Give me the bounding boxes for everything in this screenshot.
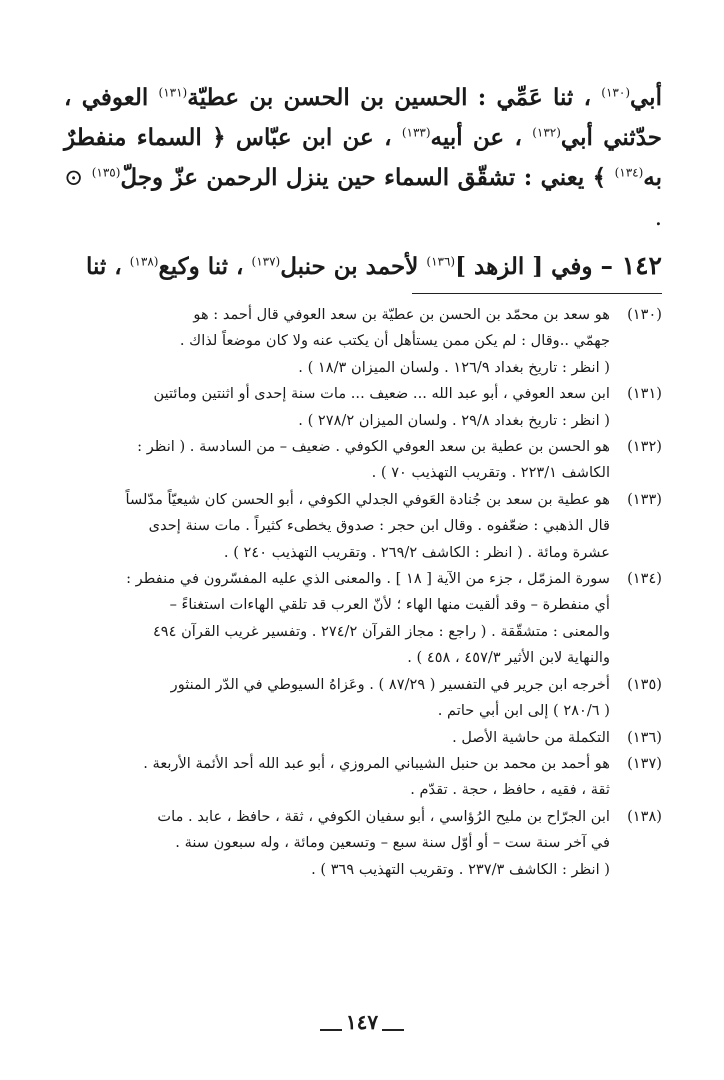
entry-142-paragraph xyxy=(64,246,662,287)
footnote-line: الكاشف ٢٢٣/١ . وتقريب التهذيب ٧٠ ) . xyxy=(371,464,610,482)
footnote-number: (١٣٤) xyxy=(627,570,662,588)
footnote-line: ابن الجرّاح بن مليح الرُؤاسي ، أبو سفيان الكوفي ، ثقة ، حافظ ، عابد . مات xyxy=(157,807,610,825)
footnote-line: هو عطية بن سعد بن جُنادة العَوفي الجدلي الكوفي ، أبو الحسن كان شيعيّاً مدّلساً xyxy=(125,490,610,508)
footnote-ref-130[interactable]: (١٣٠) xyxy=(601,85,631,100)
footnote-line: سورة المزمّل ، جزء من الآية [ ١٨ ] . والمعنى الذي عليه المفسّرون في منفطر : xyxy=(126,570,610,588)
footnote xyxy=(62,804,662,883)
footnote-divider xyxy=(412,293,662,294)
text-run: أبي xyxy=(630,84,662,111)
footnote xyxy=(62,725,662,751)
footnote-line: هو الحسن بن عطية بن سعد العوفي الكوفي . ضعيف – من السادسة . ( انظر : xyxy=(137,438,610,456)
footnote xyxy=(62,672,662,725)
footnote-number: (١٣٢) xyxy=(627,438,662,456)
text-run: ، ثنا وكيع xyxy=(158,253,244,280)
footnote-text xyxy=(62,434,610,487)
end-mark-icon: ⊙ . xyxy=(64,165,662,231)
footnote-line: في آخر سنة ست – أو أوّل سنة سبع – وتسعين ومائة ، وله سبعون سنة . xyxy=(175,834,610,852)
text-run: وفي [ الزهد ] xyxy=(455,253,593,280)
footnote-ref-137[interactable]: (١٣٧) xyxy=(251,254,281,269)
footnote xyxy=(62,302,662,381)
footnote-line: عشرة ومائة . ( انظر : الكاشف ٢٦٩/٢ . وتقريب التهذيب ٢٤٠ ) . xyxy=(223,543,610,561)
footnote xyxy=(62,487,662,566)
footnote-ref-131[interactable]: (١٣١) xyxy=(158,85,188,100)
footnote-text xyxy=(62,566,610,672)
footnote-line: ابن سعد العوفي ، أبو عبد الله ... ضعيف ... مات سنة إحدى أو اثنتين ومائتين xyxy=(153,385,610,403)
text-run: ، ثنا عَمِّي : الحسين بن الحسن بن عطيّة xyxy=(187,84,592,111)
text-run: ﴾ يعني : تشقّق السماء حين ينزل الرحمن عزّ وجلّ xyxy=(120,164,607,191)
footnote-text xyxy=(62,725,610,751)
text-run: لأحمد بن حنبل xyxy=(280,253,419,280)
dash-right xyxy=(382,1029,404,1031)
footnote xyxy=(62,434,662,487)
footnote-line: التكملة من حاشية الأصل . xyxy=(452,728,610,746)
page-number-text: ١٤٧ xyxy=(345,1010,379,1034)
footnote-number: (١٣٦) xyxy=(627,728,662,746)
footnotes xyxy=(62,302,662,883)
footnote-line: ثقة ، فقيه ، حافظ ، حجة . تقدّم . xyxy=(410,781,610,799)
footnote-number: (١٣٥) xyxy=(627,675,662,693)
footnote-line: قال الذهبي : ضعّفوه . وقال ابن حجر : صدوق يخطىء كثيراً . مات سنة إحدى xyxy=(148,517,610,535)
main-text xyxy=(64,78,662,287)
footnote-line: أي منفطرة – وقد ألقيت منها الهاء ؛ لأنّ العرب قد تلقي الهاءات استغناءً – xyxy=(169,596,610,614)
footnote-number: (١٣٧) xyxy=(627,754,662,772)
dash-left xyxy=(320,1029,342,1031)
hadith-paragraph xyxy=(64,78,662,238)
footnote-number: (١٣٠) xyxy=(627,306,662,323)
footnote-line: ( ٢٨٠/٦ ) إلى ابن أبي حاتم . xyxy=(437,702,610,720)
footnote-ref-133[interactable]: (١٣٣) xyxy=(401,125,431,140)
footnote xyxy=(62,566,662,672)
footnote-line: ( انظر : الكاشف ٢٣٧/٣ . وتقريب التهذيب ٣٦٩ ) . xyxy=(311,860,610,878)
footnote-line: هو سعد بن محمّد بن الحسن بن عطيّة بن سعد العوفي قال أحمد : هو xyxy=(193,306,610,323)
text-run: ، عن أبيه xyxy=(430,124,522,151)
footnote-text xyxy=(62,672,610,725)
footnote-number: (١٣٨) xyxy=(627,807,662,825)
footnote-ref-136[interactable]: (١٣٦) xyxy=(426,254,456,269)
text-run: ، ثنا xyxy=(85,253,122,280)
footnote-ref-138[interactable]: (١٣٨) xyxy=(129,254,159,269)
text-run: ، عن ابن عبّاس ﴿ السماء منفطرٌ به xyxy=(64,124,663,191)
text-run: العوفي ، حدّثني أبي xyxy=(64,84,662,151)
footnote-text xyxy=(62,381,610,434)
footnote-line: والنهاية لابن الأثير ٤٥٧/٣ ، ٤٥٨ ) . xyxy=(407,649,610,667)
footnote-line: ( انظر : تاريخ بغداد ٢٩/٨ . ولسان الميزان ٢٧٨/٢ ) . xyxy=(298,411,610,429)
footnote-text xyxy=(62,487,610,566)
footnote-line: جهمّي ..وقال : لم يكن ممن يستأهل أن يكتب عنه ولا كان موضعاً لذاك . xyxy=(179,332,610,350)
footnote-line: أخرجه ابن جرير في التفسير ( ٨٧/٢٩ ) . وعَزاهُ السيوطي في الدّر المنثور xyxy=(170,675,610,693)
footnote-line: ( انظر : تاريخ بغداد ١٢٦/٩ . ولسان الميزان ١٨/٣ ) . xyxy=(298,358,610,376)
footnote-ref-134[interactable]: (١٣٤) xyxy=(614,165,644,180)
footnote-line: والمعنى : متشقّقة . ( راجع : مجاز القرآن ٢٧٤/٢ . وتفسير غريب القرآن ٤٩٤ xyxy=(152,622,610,640)
footnote-line: هو أحمد بن محمد بن حنبل الشيباني المروزي ، أبو عبد الله أحد الأئمة الأربعة . xyxy=(143,754,610,772)
footnote xyxy=(62,381,662,434)
footnote-number: (١٣١) xyxy=(627,385,662,403)
footnote xyxy=(62,751,662,804)
footnote-text xyxy=(62,751,610,804)
page-number xyxy=(0,1010,724,1034)
footnote-number: (١٣٣) xyxy=(627,490,662,508)
footnote-ref-132[interactable]: (١٣٢) xyxy=(532,125,561,140)
footnote-ref-135[interactable]: (١٣٥) xyxy=(91,165,121,180)
footnote-text xyxy=(62,302,610,381)
footnote-text xyxy=(62,804,610,883)
entry-number: ١٤٢ – xyxy=(600,251,662,280)
